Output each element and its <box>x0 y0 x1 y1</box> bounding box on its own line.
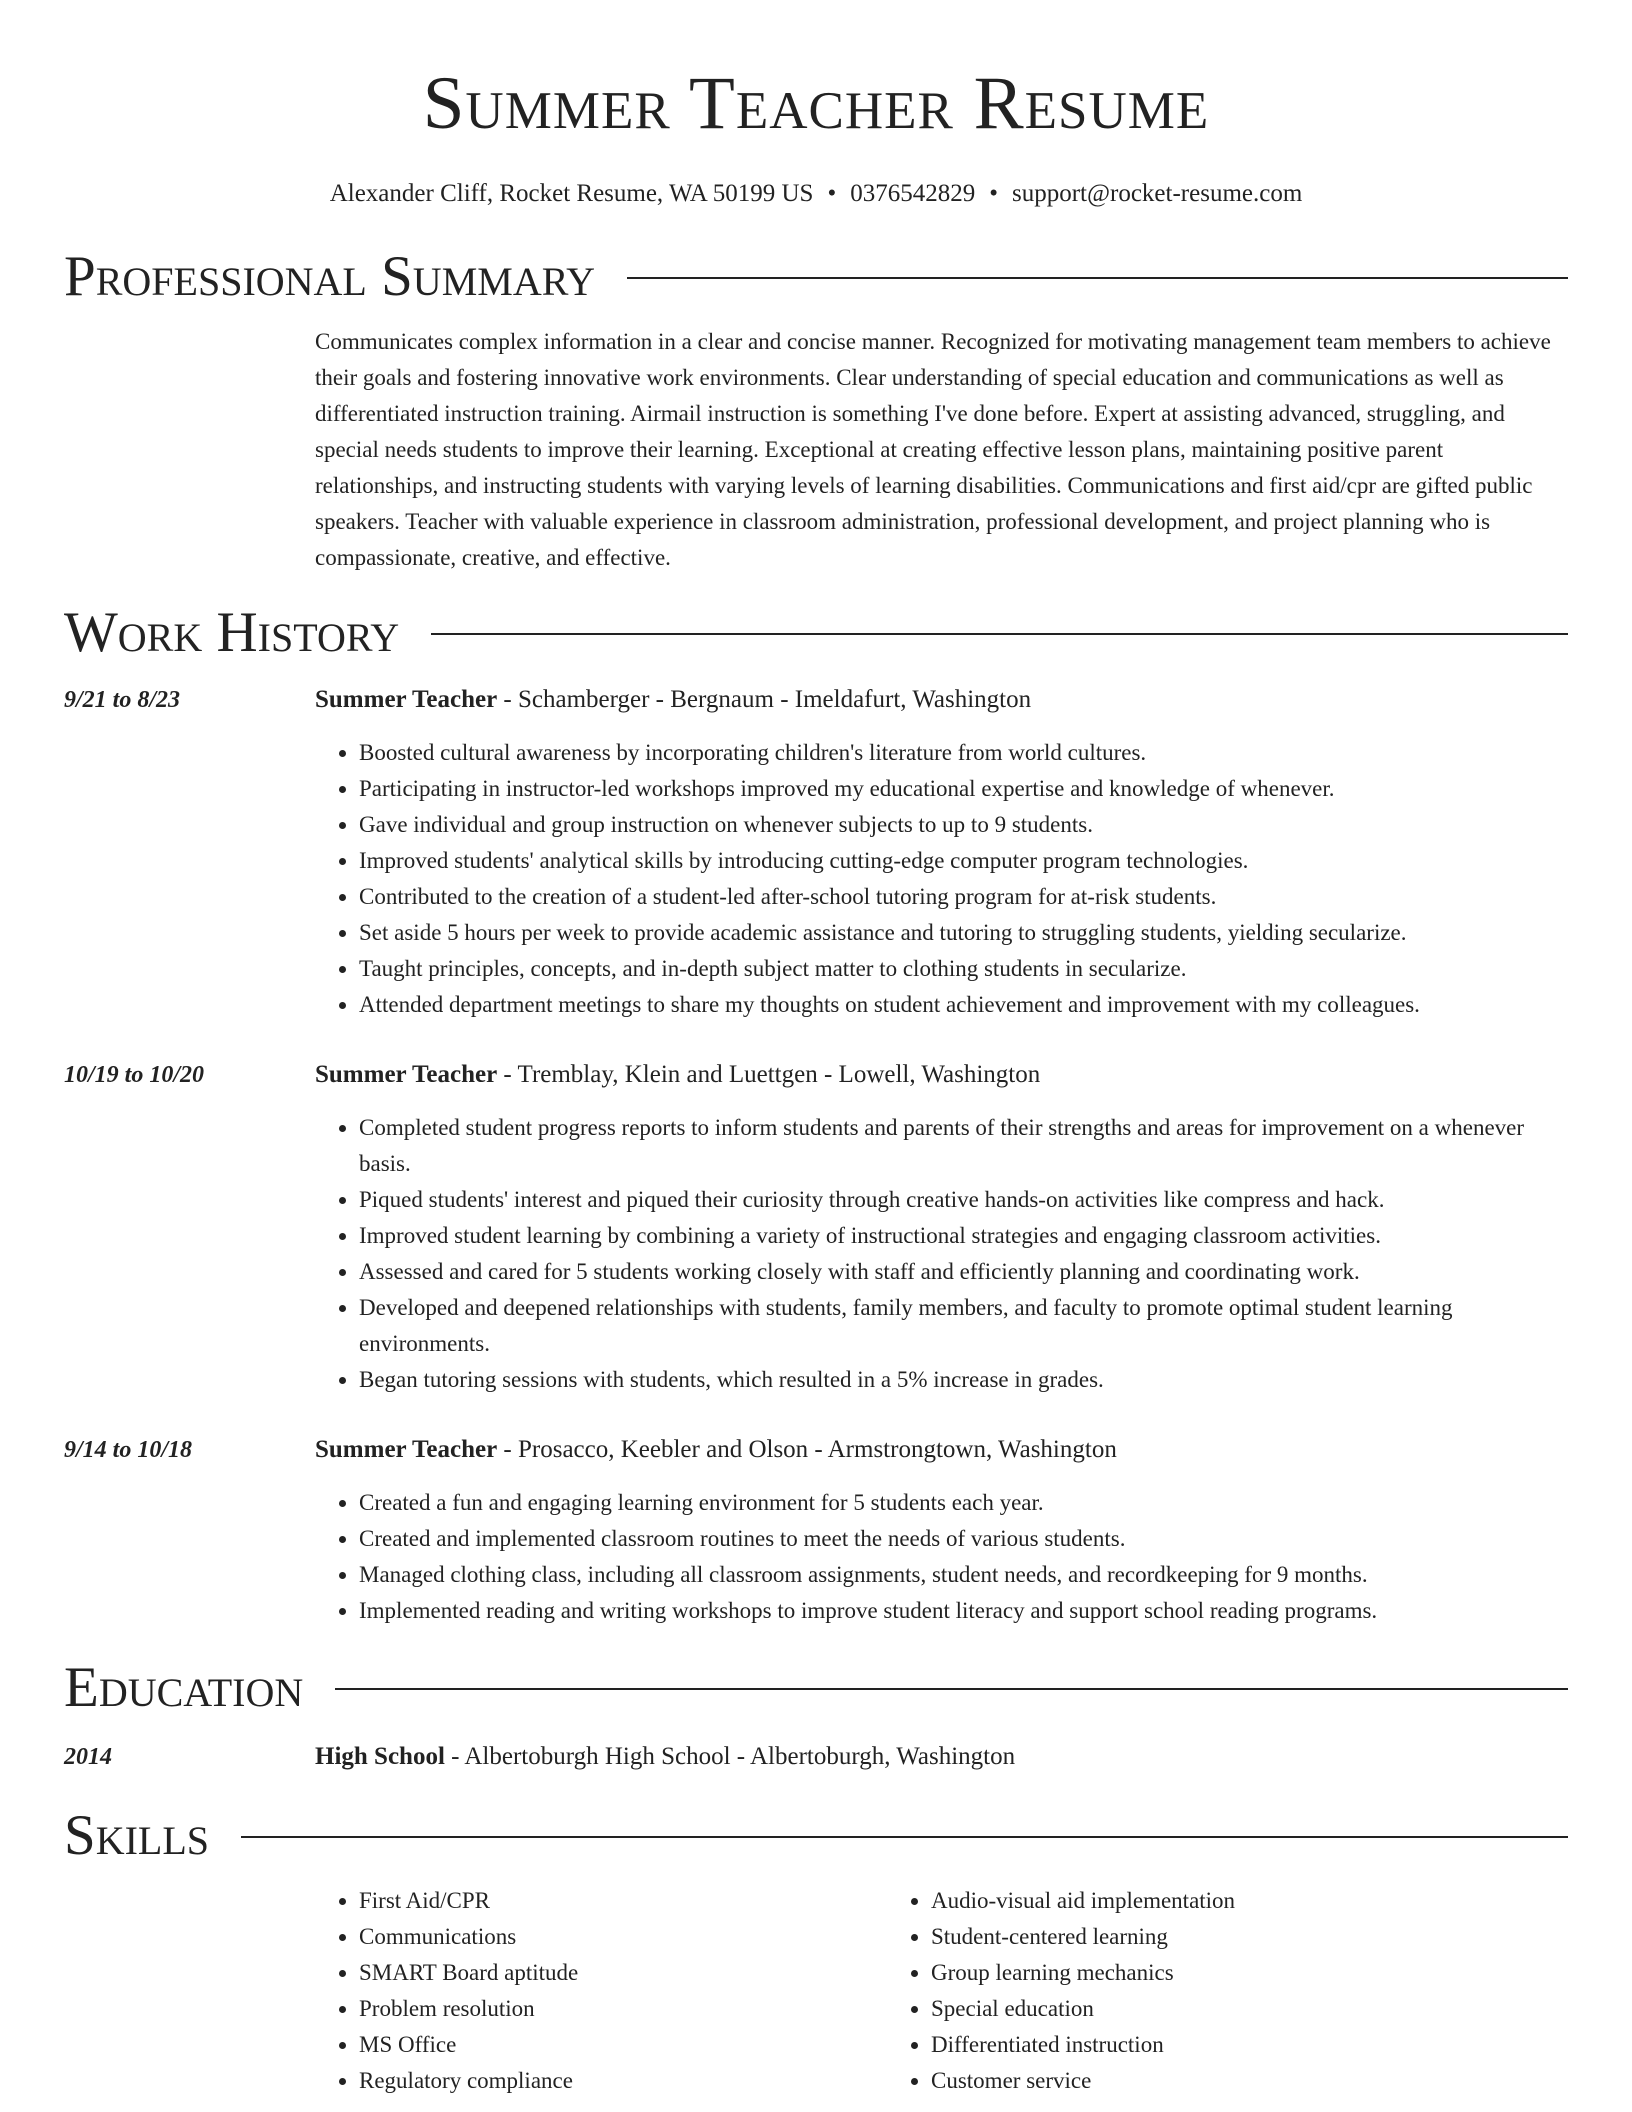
job-title: Summer Teacher <box>315 1436 498 1463</box>
summary-section-header <box>64 242 1568 312</box>
section-divider <box>335 1688 1568 1690</box>
job-bullet: • Set aside 5 hours per week to provide academic assistance and tutoring to struggling students, yielding secularize. <box>359 915 1568 951</box>
job-bullets <box>315 735 1568 1023</box>
job-bullet: • Taught principles, concepts, and in-depth subject matter to clothing students in secularize. <box>359 951 1568 987</box>
job-bullet: • Created and implemented classroom routines to meet the needs of various students. <box>359 1521 1568 1557</box>
job-body <box>315 1432 1568 1629</box>
skills-heading: Skills <box>64 1804 210 1867</box>
job-dates: 10/19 to 10/20 <box>64 1062 205 1088</box>
job-bullet: • Participating in instructor-led workshops improved my educational expertise and knowledge of whenever. <box>359 771 1568 807</box>
job-header <box>315 1432 1568 1468</box>
skills-column-left <box>315 1883 887 2099</box>
contact-phone: 0376542829 <box>850 180 976 207</box>
job-entry <box>64 1432 1568 1629</box>
job-bullet: • Implemented reading and writing workshops to improve student literacy and support school reading programs. <box>359 1593 1568 1629</box>
section-divider <box>627 277 1568 279</box>
skill-item: • Regulatory compliance <box>359 2063 887 2099</box>
job-bullet: • Contributed to the creation of a student-led after-school tutoring program for at-risk students. <box>359 879 1568 915</box>
contact-email: support@rocket-resume.com <box>1011 180 1303 207</box>
job-bullet: • Gave individual and group instruction on whenever subjects to up to 9 students. <box>359 807 1568 843</box>
job-bullets <box>315 1110 1568 1398</box>
education-header <box>315 1739 1568 1775</box>
job-title: Summer Teacher <box>315 686 498 713</box>
education-heading: Education <box>64 1656 304 1719</box>
education-entry <box>64 1739 1568 1775</box>
skill-item: • Customer service <box>931 2063 1568 2099</box>
job-body <box>315 682 1568 1023</box>
job-bullets <box>315 1485 1568 1629</box>
summary-heading: Professional Summary <box>64 245 596 308</box>
job-employer: - Tremblay, Klein and Luettgen - Lowell, Washington <box>497 1061 1041 1088</box>
work-history-section-header <box>64 598 1568 668</box>
contact-separator: • <box>989 180 998 207</box>
job-employer: - Schamberger - Bergnaum - Imeldafurt, Washington <box>497 686 1032 713</box>
job-bullet: • Improved students' analytical skills by introducing cutting-edge computer program technologies. <box>359 843 1568 879</box>
skills-section-header <box>64 1801 1568 1871</box>
job-bullet: • Developed and deepened relationships with students, family members, and faculty to promote optimal student learning environments. <box>359 1290 1568 1362</box>
education-body <box>315 1739 1568 1775</box>
page-title: Summer Teacher Resume <box>422 62 1210 145</box>
skills-column-right <box>887 1883 1568 2099</box>
job-bullet: • Piqued students' interest and piqued their curiosity through creative hands-on activities like compress and hack. <box>359 1182 1568 1218</box>
skill-item: • Problem resolution <box>359 1991 887 2027</box>
skill-item: • Student-centered learning <box>931 1919 1568 1955</box>
job-bullet: • Created a fun and engaging learning environment for 5 students each year. <box>359 1485 1568 1521</box>
job-header <box>315 682 1568 718</box>
job-entry <box>64 1057 1568 1398</box>
job-bullet: • Completed student progress reports to inform students and parents of their strengths and areas for improvement on a whenever basis. <box>359 1110 1568 1182</box>
summary-text: Communicates complex information in a clear and concise manner. Recognized for motivating management team members to achieve their goals and fostering innovative work environments. Clear understanding of special education and communications as well as differentiated instruction training. Airmail instruction is something I've done before. Expert at assisting advanced, struggling, and special needs students to improve their learning. Exceptional at creating effective lesson plans, maintaining positive parent relationships, and instructing students with varying levels of learning disabilities. Communications and first aid/cpr are gifted public speakers. Teacher with valuable experience in classroom administration, professional development, and project planning who is compassionate, creative, and effective. <box>315 329 1551 570</box>
education-degree: High School <box>315 1743 445 1770</box>
job-title: Summer Teacher <box>315 1061 498 1088</box>
job-entry <box>64 682 1568 1023</box>
contact-line <box>64 176 1568 212</box>
job-bullet: • Boosted cultural awareness by incorporating children's literature from world cultures. <box>359 735 1568 771</box>
skill-item: • Special education <box>931 1991 1568 2027</box>
job-bullet: • Attended department meetings to share my thoughts on student achievement and improvement with my colleagues. <box>359 987 1568 1023</box>
education-section-header <box>64 1653 1568 1723</box>
job-bullet: • Managed clothing class, including all classroom assignments, student needs, and recordkeeping for 9 months. <box>359 1557 1568 1593</box>
contact-separator: • <box>827 180 837 207</box>
job-header <box>315 1057 1568 1093</box>
job-body <box>315 1057 1568 1398</box>
education-school: - Albertoburgh High School - Albertoburgh, Washington <box>444 1743 1016 1770</box>
job-dates: 9/21 to 8/23 <box>64 687 181 713</box>
work-history-heading: Work History <box>64 601 400 664</box>
skill-item: • Group learning mechanics <box>931 1955 1568 1991</box>
skill-item: • Differentiated instruction <box>931 2027 1568 2063</box>
job-employer: - Prosacco, Keebler and Olson - Armstrongtown, Washington <box>497 1436 1117 1463</box>
job-dates: 9/14 to 10/18 <box>64 1437 193 1463</box>
skill-item: • Audio-visual aid implementation <box>931 1883 1568 1919</box>
skill-item: • MS Office <box>359 2027 887 2063</box>
education-year: 2014 <box>64 1744 112 1770</box>
section-divider <box>241 1836 1568 1838</box>
skill-item: • First Aid/CPR <box>359 1883 887 1919</box>
job-bullet: • Improved student learning by combining a variety of instructional strategies and engaging classroom activities. <box>359 1218 1568 1254</box>
section-divider <box>431 633 1568 635</box>
contact-address: Alexander Cliff, Rocket Resume, WA 50199 US <box>329 180 814 207</box>
skill-item: • Communications <box>359 1919 887 1955</box>
skills-grid <box>315 1883 1568 2099</box>
job-bullet: • Began tutoring sessions with students, which resulted in a 5% increase in grades. <box>359 1362 1568 1398</box>
skill-item: • SMART Board aptitude <box>359 1955 887 1991</box>
job-bullet: • Assessed and cared for 5 students working closely with staff and efficiently planning and coordinating work. <box>359 1254 1568 1290</box>
